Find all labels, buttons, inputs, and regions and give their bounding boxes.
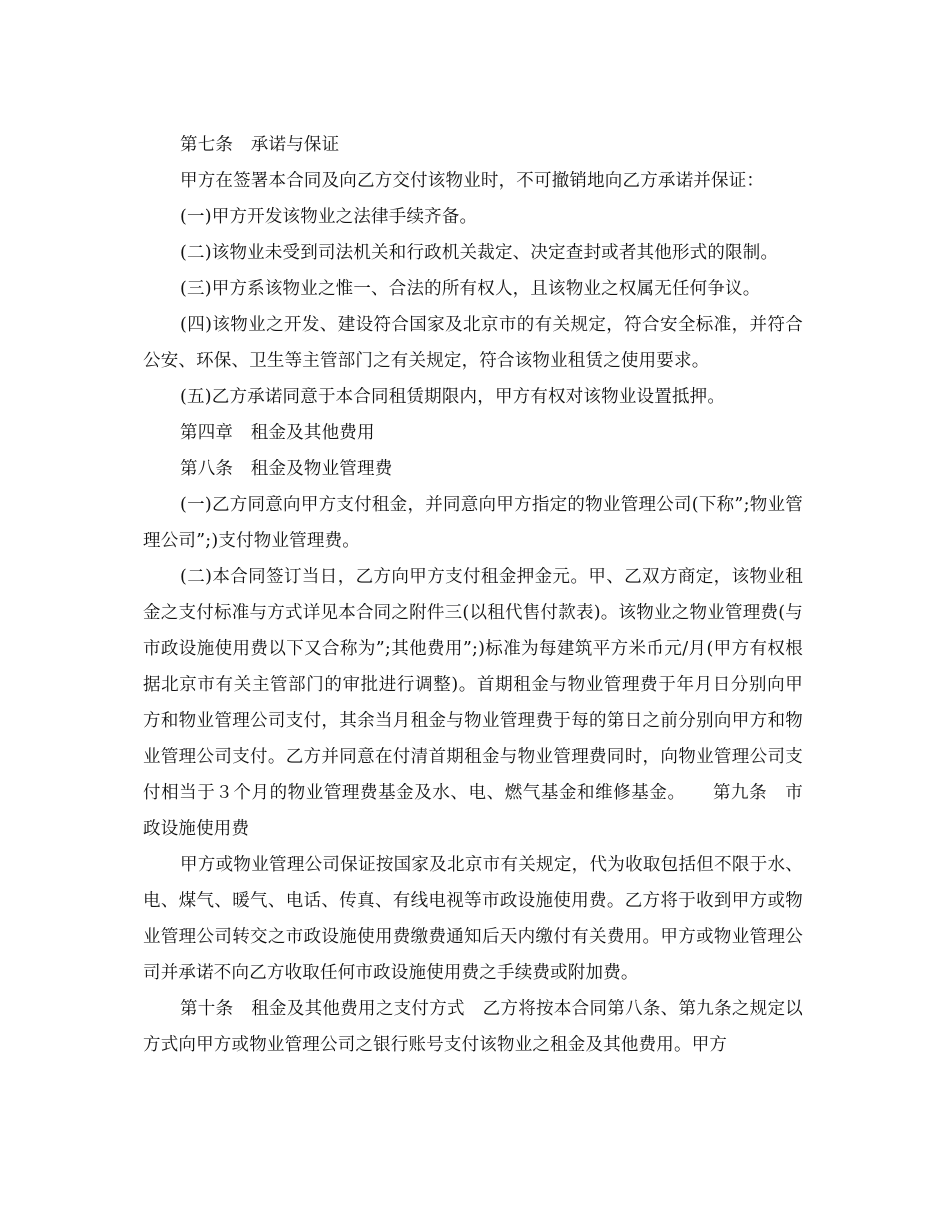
- clause-item: (四)该物业之开发、建设符合国家及北京市的有关规定，符合安全标准，并符合公安、环保、卫生等主管部门之有关规定，符合该物业租赁之使用要求。: [143, 315, 803, 371]
- clause-item: (三)甲方系该物业之惟一、合法的所有权人，且该物业之权属无任何争议。: [180, 279, 761, 299]
- chapter-4-heading: 第四章 租金及其他费用: [180, 423, 375, 443]
- article-8-heading: 第八条 租金及物业管理费: [180, 459, 393, 479]
- clause-item: (二)本合同签订当日，乙方向甲方支付租金押金元。甲、乙双方商定，该物业租金之支付标准与方式详见本合同之附件三(以租代售付款表)。该物业之物业管理费(与市政设施使用费以下又合称为”;其他费用”;)标准为每建筑平方米币元/月(甲方有权根据北京市有关主管部门的审批进行调整)。首期租金与物业管理费于年月日分别向甲方和物业管理公司支付，其余当月租金与物业管理费于每的第日之前分别向甲方和物业管理公司支付。乙方并同意在付清首期租金与物业管理费同时，向物业管理公司支付相当于３个月的物业管理费基金及水、电、燃气基金和维修基金。 第九条 市政设施使用费: [143, 567, 803, 839]
- article-7-heading: 第七条 承诺与保证: [180, 135, 340, 155]
- paragraph: 甲方或物业管理公司保证按国家及北京市有关规定，代为收取包括但不限于水、电、煤气、暖气、电话、传真、有线电视等市政设施使用费。乙方将于收到甲方或物业管理公司转交之市政设施使用费缴费通知后天内缴付有关费用。甲方或物业管理公司并承诺不向乙方收取任何市政设施使用费之手续费或附加费。: [143, 855, 803, 983]
- paragraph: 第十条 租金及其他费用之支付方式 乙方将按本合同第八条、第九条之规定以方式向甲方或物业管理公司之银行账号支付该物业之租金及其他费用。甲方: [143, 999, 803, 1055]
- paragraph: 甲方在签署本合同及向乙方交付该物业时，不可撤销地向乙方承诺并保证：: [180, 171, 765, 191]
- clause-item: (五)乙方承诺同意于本合同租赁期限内，甲方有权对该物业设置抵押。: [180, 387, 726, 407]
- document-body: [143, 127, 803, 1063]
- clause-item: (一)乙方同意向甲方支付租金，并同意向甲方指定的物业管理公司(下称”;物业管理公司”;)支付物业管理费。: [143, 495, 803, 551]
- clause-item: (一)甲方开发该物业之法律手续齐备。: [180, 207, 478, 227]
- clause-item: (二)该物业未受到司法机关和行政机关裁定、决定查封或者其他形式的限制。: [180, 243, 779, 263]
